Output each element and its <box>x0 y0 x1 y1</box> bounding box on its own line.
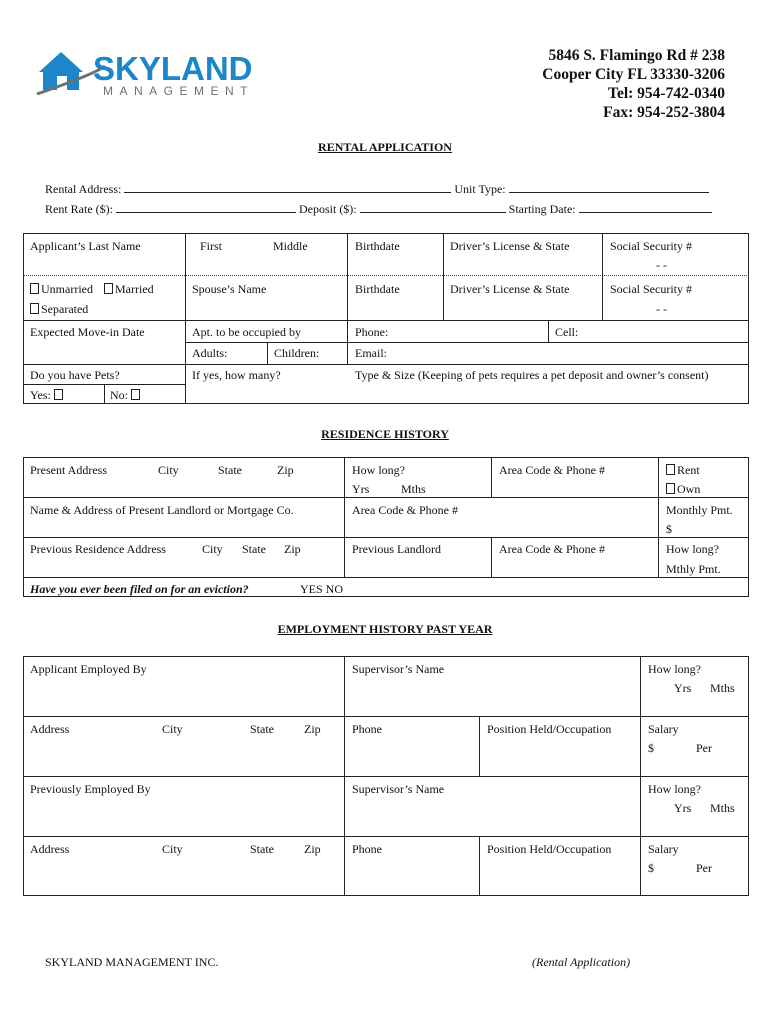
logo-name: SKYLAND <box>93 50 253 87</box>
phone-label: Phone: <box>355 325 389 339</box>
previous-employer-phone-label: Phone <box>352 842 382 856</box>
row-divider <box>23 537 749 538</box>
pets-type-size-label: Type & Size (Keeping of pets requires a pet deposit and owner’s consent) <box>355 368 709 382</box>
pets-label: Do you have Pets? <box>30 368 120 382</box>
previous-state-label: State <box>242 542 266 556</box>
previous-supervisor-label: Supervisor’s Name <box>352 782 445 796</box>
present-state-label: State <box>218 463 242 477</box>
col-divider <box>347 233 348 364</box>
position-label: Position Held/Occupation <box>487 722 612 736</box>
starting-date-field[interactable] <box>579 200 712 213</box>
pets-no-option[interactable] <box>110 388 142 402</box>
monthly-payment-dollar: $ <box>666 522 672 536</box>
deposit-field[interactable] <box>360 200 506 213</box>
previous-employer-label: Previously Employed By <box>30 782 151 796</box>
col-divider <box>479 836 480 896</box>
employer-state-label: State <box>250 722 274 736</box>
previous-employment-years-label: Yrs <box>674 801 692 815</box>
spouse-license-label: Driver’s License & State <box>450 282 570 296</box>
separated-option[interactable] <box>30 302 88 316</box>
rent-option[interactable] <box>666 463 700 477</box>
col-divider <box>185 233 186 404</box>
eviction-question: Have you ever been filed on for an eviction? <box>30 582 249 596</box>
previous-employer-state-label: State <box>250 842 274 856</box>
residence-table <box>23 457 749 597</box>
previous-employer-zip-label: Zip <box>304 842 321 856</box>
own-checkbox[interactable] <box>666 483 675 494</box>
salary-dollar: $ <box>648 741 654 755</box>
first-name-label: First <box>200 239 223 253</box>
pets-yes-checkbox[interactable] <box>54 389 63 400</box>
pets-no-label: No: <box>110 388 128 402</box>
unmarried-label: Unmarried <box>41 282 93 296</box>
birthdate-label: Birthdate <box>355 239 400 253</box>
col-divider <box>344 656 345 896</box>
col-divider <box>602 233 603 320</box>
col-divider <box>267 342 268 364</box>
employment-months-label: Mths <box>710 681 735 695</box>
previous-salary-label: Salary <box>648 842 679 856</box>
previous-employer-address-label: Address <box>30 842 70 856</box>
landlord-phone-label: Area Code & Phone # <box>352 503 458 517</box>
footer-document-name: (Rental Application) <box>532 955 631 969</box>
row-divider <box>23 577 749 578</box>
rental-address-field[interactable] <box>124 180 451 193</box>
present-address-label: Present Address <box>30 463 107 477</box>
unmarried-option[interactable] <box>30 282 93 296</box>
col-divider <box>640 656 641 896</box>
unit-type-label: Unit Type: <box>454 182 506 196</box>
applicant-last-name-label: Applicant’s Last Name <box>30 239 141 253</box>
pets-no-checkbox[interactable] <box>131 389 140 400</box>
footer-company: SKYLAND MANAGEMENT INC. <box>45 955 219 969</box>
logo-tagline: MANAGEMENT <box>103 84 255 98</box>
address-line: Cooper City FL 33330-3206 <box>542 66 725 83</box>
previous-salary-dollar: $ <box>648 861 654 875</box>
residence-history-title: RESIDENCE HISTORY <box>321 427 449 441</box>
rent-rate-field[interactable] <box>116 200 296 213</box>
starting-date-label: Starting Date: <box>508 202 576 216</box>
rental-address-row <box>45 180 709 197</box>
previous-city-label: City <box>202 542 223 556</box>
pets-yes-label: Yes: <box>30 388 51 402</box>
employer-zip-label: Zip <box>304 722 321 736</box>
children-label: Children: <box>274 346 320 360</box>
present-zip-label: Zip <box>277 463 294 477</box>
rent-rate-label: Rent Rate ($): <box>45 202 113 216</box>
previous-employment-months-label: Mths <box>710 801 735 815</box>
employment-how-long-label: How long? <box>648 662 701 676</box>
employer-label: Applicant Employed By <box>30 662 147 676</box>
employer-phone-label: Phone <box>352 722 382 736</box>
row-divider <box>23 497 749 498</box>
col-divider <box>658 457 659 577</box>
previous-how-long-label: How long? <box>666 542 719 556</box>
landlord-label: Name & Address of Present Landlord or Mortgage Co. <box>30 503 294 517</box>
rent-rate-row <box>45 200 712 217</box>
cell-label: Cell: <box>555 325 579 339</box>
previous-salary-per: Per <box>696 861 712 875</box>
spouse-birthdate-label: Birthdate <box>355 282 400 296</box>
rent-checkbox[interactable] <box>666 464 675 475</box>
monthly-payment-label: Monthly Pmt. <box>666 503 733 517</box>
separated-checkbox[interactable] <box>30 303 39 314</box>
address-line: Tel: 954-742-0340 <box>608 85 725 102</box>
spouse-ssn-label: Social Security # <box>610 282 692 296</box>
previous-phone-label: Area Code & Phone # <box>499 542 605 556</box>
employment-history-title: EMPLOYMENT HISTORY PAST YEAR <box>277 622 493 636</box>
col-divider <box>548 320 549 342</box>
rental-address-label: Rental Address: <box>45 182 122 196</box>
house-logo-icon <box>35 44 275 104</box>
eviction-yes-no[interactable]: YES NO <box>300 582 344 596</box>
married-label: Married <box>115 282 154 296</box>
married-option[interactable] <box>104 282 154 296</box>
adults-label: Adults: <box>192 346 228 360</box>
apt-occupied-label: Apt. to be occupied by <box>192 325 301 339</box>
married-checkbox[interactable] <box>104 283 113 294</box>
salary-label: Salary <box>648 722 679 736</box>
separated-label: Separated <box>41 302 89 316</box>
social-security-label: Social Security # <box>610 239 692 253</box>
salary-per: Per <box>696 741 712 755</box>
ssn-separators: - - <box>656 258 667 272</box>
previous-position-label: Position Held/Occupation <box>487 842 612 856</box>
row-divider <box>23 275 749 276</box>
previous-zip-label: Zip <box>284 542 301 556</box>
email-label: Email: <box>355 346 387 360</box>
employer-address-label: Address <box>30 722 70 736</box>
own-label: Own <box>677 482 701 496</box>
col-divider <box>479 716 480 776</box>
area-code-phone-label: Area Code & Phone # <box>499 463 605 477</box>
previous-monthly-pmt-label: Mthly Pmt. <box>666 562 721 576</box>
pets-yes-option[interactable] <box>30 388 65 402</box>
address-line: 5846 S. Flamingo Rd # 238 <box>548 47 725 64</box>
how-long-label: How long? <box>352 463 405 477</box>
own-option[interactable] <box>666 482 700 496</box>
row-divider <box>23 320 749 321</box>
col-divider <box>104 384 105 404</box>
pets-how-many-label: If yes, how many? <box>192 368 281 382</box>
previous-landlord-label: Previous Landlord <box>352 542 441 556</box>
address-line: Fax: 954-252-3804 <box>603 104 725 121</box>
previous-employer-city-label: City <box>162 842 183 856</box>
employer-city-label: City <box>162 722 183 736</box>
col-divider <box>344 457 345 577</box>
months-label: Mths <box>401 482 426 496</box>
skyland-logo <box>35 44 275 104</box>
col-divider <box>443 233 444 320</box>
deposit-label: Deposit ($): <box>298 202 357 216</box>
unit-type-field[interactable] <box>509 180 709 193</box>
middle-name-label: Middle <box>273 239 308 253</box>
employment-years-label: Yrs <box>674 681 692 695</box>
years-label: Yrs <box>352 482 370 496</box>
spouse-name-label: Spouse’s Name <box>192 282 267 296</box>
rent-label: Rent <box>677 463 700 477</box>
spouse-ssn-separators: - - <box>656 302 667 316</box>
present-city-label: City <box>158 463 179 477</box>
company-address <box>542 46 725 122</box>
supervisor-label: Supervisor’s Name <box>352 662 445 676</box>
col-divider <box>491 457 492 497</box>
previous-employment-how-long-label: How long? <box>648 782 701 796</box>
col-divider <box>491 537 492 577</box>
row-divider <box>23 364 749 365</box>
unmarried-checkbox[interactable] <box>30 283 39 294</box>
drivers-license-label: Driver’s License & State <box>450 239 570 253</box>
move-in-label: Expected Move-in Date <box>30 325 145 339</box>
row-divider <box>185 342 749 343</box>
rental-application-title: RENTAL APPLICATION <box>318 140 452 154</box>
previous-address-label: Previous Residence Address <box>30 542 166 556</box>
